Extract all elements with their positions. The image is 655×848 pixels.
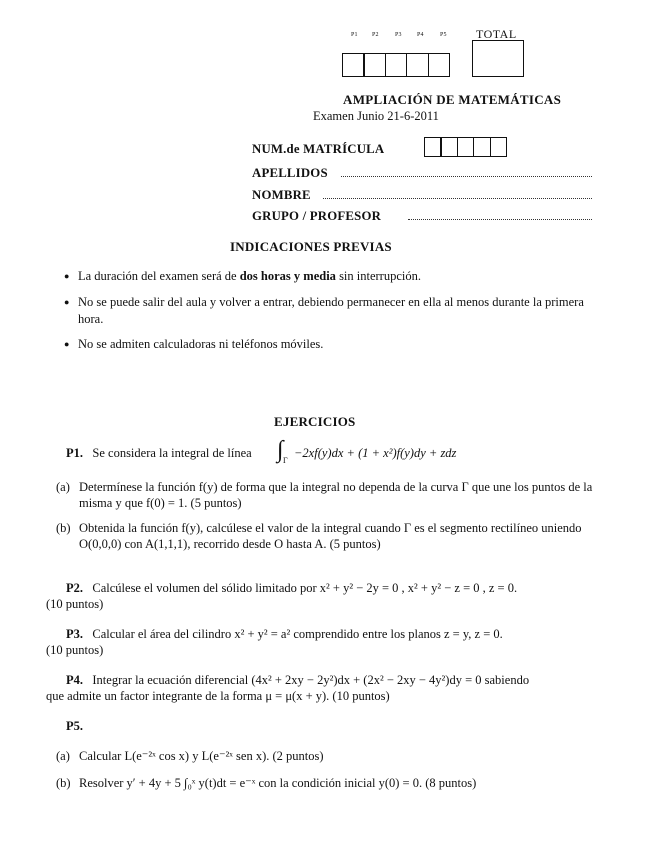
score-box-p5[interactable] <box>428 53 451 77</box>
score-label-p5: P5 <box>440 32 447 38</box>
matricula-box[interactable] <box>440 137 458 157</box>
ejercicios-heading: EJERCICIOS <box>274 414 356 429</box>
p4-text: Integrar la ecuación diferencial (4x² + 2xy − 2y²)dx + (2x² − 2xy − 4y²)dy = 0 sabiendo <box>92 673 530 687</box>
field-nombre-label: NOMBRE <box>252 188 311 202</box>
p1-b-text: Obtenida la función f(y), calcúlese el valor de la integral cuando Γ es el segmento rectilíneo uniendo O(0,0,0) con A(1,1,1), recorrido desde O hasta A. (5 puntos) <box>79 521 582 551</box>
matricula-boxes[interactable] <box>424 137 507 157</box>
matricula-box[interactable] <box>457 137 475 157</box>
p4-text2: que admite un factor integrante de la forma μ = μ(x + y). (10 puntos) <box>46 689 390 703</box>
score-box-p2[interactable] <box>363 53 386 77</box>
p5-b-text: Resolver y′ + 4y + 5 ∫₀ˣ y(t)dt = e⁻ˣ con la condición inicial y(0) = 0. (8 puntos) <box>79 776 477 790</box>
p5-a-label: (a) <box>56 749 70 763</box>
bullet-icon: ● <box>64 271 70 281</box>
p5-label: P5. <box>66 719 84 733</box>
score-box-p3[interactable] <box>385 53 408 77</box>
p1-a-text: Determínese la función f(y) de forma que la integral no dependa de la curva Γ que une los puntos de la misma y que f(0) = 1. (5 puntos) <box>79 480 593 510</box>
p2-statement <box>66 580 606 596</box>
p2-text: Calcúlese el volumen del sólido limitado por x² + y² − 2y = 0 , x² + y² − z = 0 , z = 0. <box>92 581 518 595</box>
exam-title: AMPLIACIÓN DE MATEMÁTICAS <box>343 92 562 107</box>
score-label-p2: P2 <box>372 32 379 38</box>
apellidos-line[interactable] <box>341 176 592 177</box>
grupo-line[interactable] <box>408 219 592 220</box>
field-matricula-label: NUM.de MATRÍCULA <box>252 142 385 156</box>
p2-label: P2. <box>66 581 84 595</box>
score-label-p1: P1 <box>351 32 358 38</box>
p4-label: P4. <box>66 673 84 687</box>
bullet-icon: ● <box>64 339 70 349</box>
score-label-p4: P4 <box>417 32 424 38</box>
p1-label: P1. <box>66 446 84 460</box>
score-label-p3: P3 <box>395 32 402 38</box>
total-label: TOTAL <box>476 27 517 41</box>
indicaciones-heading: INDICACIONES PREVIAS <box>230 239 392 254</box>
matricula-box[interactable] <box>473 137 491 157</box>
field-apellidos-label: APELLIDOS <box>252 166 328 180</box>
score-box-p1[interactable] <box>342 53 365 77</box>
exam-subtitle: Examen Junio 21-6-2011 <box>313 109 439 123</box>
bullet-icon: ● <box>64 297 70 307</box>
indicacion-1: La duración del examen será de dos horas y media sin interrupción. <box>78 269 421 283</box>
total-box[interactable] <box>472 40 524 77</box>
p1-b-label: (b) <box>56 521 71 535</box>
p1-gamma: Γ <box>283 456 288 465</box>
p1-statement <box>66 445 252 461</box>
p3-label: P3. <box>66 627 84 641</box>
nombre-line[interactable] <box>323 198 592 199</box>
p1-intro: Se considera la integral de línea <box>92 446 252 460</box>
p5-b-label: (b) <box>56 776 71 790</box>
p1-integrand: −2xf(y)dx + (1 + x²)f(y)dy + zdz <box>294 446 457 460</box>
matricula-box[interactable] <box>490 137 508 157</box>
p3-text: Calcular el área del cilindro x² + y² = a² comprendido entre los planos z = y, z = 0. <box>92 627 503 641</box>
indicacion-3: No se admiten calculadoras ni teléfonos móviles. <box>78 337 324 351</box>
p4-statement <box>66 672 606 688</box>
score-box-p4[interactable] <box>406 53 429 77</box>
field-grupo-label: GRUPO / PROFESOR <box>252 209 382 223</box>
p2-points: (10 puntos) <box>46 597 104 611</box>
p3-statement <box>66 626 606 642</box>
score-boxes <box>342 53 450 77</box>
indicacion-2: No se puede salir del aula y volver a entrar, debiendo permanecer en ella al menos durante la primera hora. <box>78 295 584 326</box>
p1-a-label: (a) <box>56 480 70 494</box>
integral-sign-icon: ∫ <box>277 437 284 463</box>
p5-statement <box>66 718 83 734</box>
p3-points: (10 puntos) <box>46 643 104 657</box>
p5-a-text: Calcular L(e⁻²ˣ cos x) y L(e⁻²ˣ sen x). (2 puntos) <box>79 749 324 763</box>
matricula-box[interactable] <box>424 137 442 157</box>
